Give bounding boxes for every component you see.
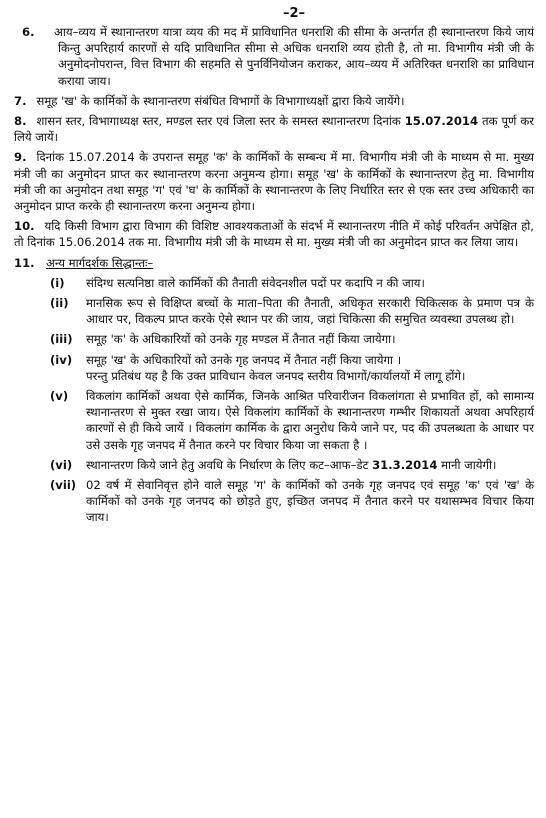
paragraph-text: दिनांक 15.07.2014 के उपरान्त समूह 'क' के कार्मिकों के सम्बन्ध में मा. विभागीय मंत्री जी के माध्यम से मा. मुख्य मंत्री जी का अनुमोदन प्राप्त कर स्थानान्तरण करना अनुमन्य होगा। [14,150,534,181]
paragraph-text: समूह 'ख' के कार्मिकों के स्थानान्तरण संबंधित विभागों के विभागाध्यक्षों द्वारा किये जायेंगे। [36,93,405,108]
item-text: विकलांग कार्मिकों अथवा ऐसे कार्मिक, जिनके आश्रित परिवारीजन विकलांगता से प्रभावित हों, को सामान्य स्थानान्तरण से मुक्त रखा जाय। ऐसे विकलांग कार्मिकों के स्थानान्तरण गम्भीर शिकायतों अथवा अपरिहार्य कारणों से ही किये जायें । विकलांग कार्मिक के द्वारा अनुरोध किये जाने पर, पद की उपलब्धता के आधार पर उसे उसके गृह जनपद में तैनात करने पर विचार किया जा सकता है । [86,389,534,452]
item-text: संदिग्ध सत्यनिष्ठा वाले कार्मिकों की तैनाती संवेदनशील पदों पर कदापि न की जाय। [86,275,425,290]
page-number: –2– [282,6,306,21]
item-text: स्थानान्तरण किये जाने हेतु अवधि के निर्धारण के लिए कट–आफ–डेट [86,457,373,472]
paragraph-10 [14,218,534,250]
item-numeral: (vi) [50,457,73,472]
item-text: मानसिक रूप से विक्षिप्त बच्चों के माता–पिता की तैनाती, अधिकृत सरकारी चिकित्सक के प्रमाण पत्र के आधार पर, विकल्प प्राप्त करके ऐसे स्थान पर की जाय, जहां चिकित्सा की समुचित व्यवस्था उपलब्ध हो। [86,296,534,327]
guideline-item-iii [14,331,534,347]
paragraph-8 [14,113,534,145]
section-heading: अन्य मार्गदर्शक सिद्धान्तः– [46,255,154,270]
item-proviso: परन्तु प्रतिबंध यह है कि उक्त प्राविधान केवल जनपद स्तरीय विभागों/कार्यालयों में लागू होंगे। [86,368,466,383]
guideline-item-iv [14,352,534,384]
guideline-item-vii [14,477,534,526]
guideline-item-i [14,275,534,291]
paragraph-text-continued: समूह 'ख' के कार्मिकों के स्थानान्तरण हेतु मा. विभागीय मंत्री जी का अनुमोदन तथा समूह 'ग' एवं 'घ' के कार्मिकों के स्थानान्तरण के लिए निर्धारित स्तर से एक स्तर उच्च अधिकारी का अनुमोदन प्राप्त करके ही स्थानान्तरण करना अनुमन्य होगा। [14,166,534,214]
paragraph-number: 10. [14,219,35,234]
paragraph-6 [22,24,534,89]
item-numeral: (iv) [50,352,73,367]
item-numeral: (iii) [50,332,73,347]
paragraph-number: 6. [22,25,35,39]
cutoff-date: 31.3.2014 [372,457,438,472]
paragraph-number: 8. [14,114,27,129]
guideline-item-ii [14,295,534,327]
paragraph-text: शासन स्तर, विभागाध्यक्ष स्तर, मण्डल स्तर एवं जिला स्तर के समस्त स्थानान्तरण दिनांक [36,114,405,129]
item-numeral: (i) [50,275,65,290]
paragraph-number: 11. [14,255,35,270]
paragraph-text: आय–व्यय में स्थानान्तरण यात्रा व्यय की मद में प्राविधानित धनराशि की सीमा के अन्तर्गत ही स्थानान्तरण किये जायं किन्तु अपरिहार्य कारणों से यदि प्राविधानित सीमा से अधिक धनराशि व्यय होती है, तो मा. विभागीय मंत्री जी के अनुमोदनोपरान्त, वित्त विभाग की सहमति से पुनर्विनियोजन कराकर, आय–व्यय में अतिरिक्त धनराशि का प्राविधान कराया जाय। [54,25,534,88]
item-text-end: मानी जायेगी। [437,457,497,472]
item-text: समूह 'ख' के अधिकारियों को उनके गृह जनपद में तैनात नहीं किया जायेगा । [86,352,402,367]
paragraph-number: 9. [14,150,27,165]
paragraph-7 [14,93,534,109]
guideline-item-vi [14,457,534,473]
item-numeral: (v) [50,389,69,404]
deadline-date: 15.07.2014 [404,114,479,129]
item-numeral: (vii) [50,478,77,493]
paragraph-11-heading [14,255,534,271]
paragraph-text: यदि किसी विभाग द्वारा विभाग की विशिष्ट आवश्यकताओं के संदर्भ में स्थानान्तरण नीति में कोई परिवर्तन अपेक्षित हो, तो दिनांक 15.06.2014 तक मा. विभागीय मंत्री जी के माध्यम से मा. मुख्य मंत्री जी का अनुमोदन प्राप्त कर लिया जाय। [14,219,534,250]
paragraph-9 [14,149,534,214]
paragraph-text-end: तक पूर्ण कर लिये जायें। [14,114,534,145]
item-text: समूह 'क' के अधिकारियों को उनके गृह मण्डल में तैनात नहीं किया जायेगा। [86,332,396,347]
item-text: 02 वर्ष में सेवानिवृत्त होने वाले समूह 'ग' के कार्मिकों को उनके गृह जनपद एवं समूह 'क' एवं 'ख' के कार्मिकों को उनके गृह जनपद को छोड़ते हुए, इच्छित जनपद में तैनात करने पर यथासम्भव विचार किया जाय। [86,478,534,525]
item-numeral: (ii) [50,296,69,311]
guideline-item-v [14,388,534,453]
paragraph-number: 7. [14,93,27,108]
